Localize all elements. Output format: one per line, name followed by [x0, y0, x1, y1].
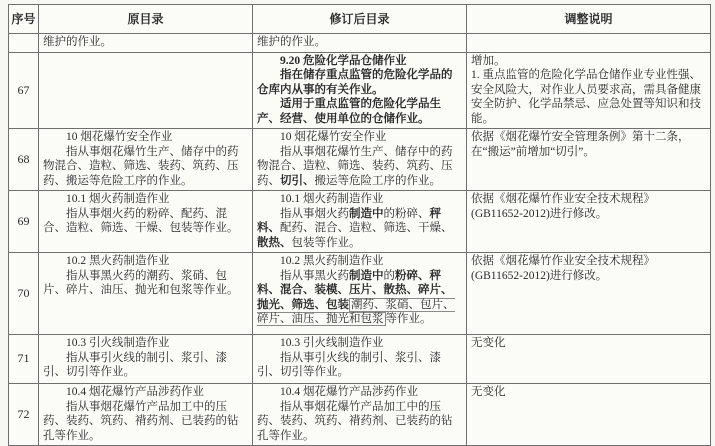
text-segment: 指从事烟花爆竹产品加工中的压药、装药、筑药、褙药剂、已装药的钻孔等作业。: [257, 400, 453, 442]
paragraph: [43, 254, 248, 269]
paragraph: [257, 68, 462, 97]
text-segment: 10.1 烟火药制造作业: [280, 193, 384, 205]
table-body: [9, 34, 711, 446]
inserted-text: 散热、: [257, 236, 292, 249]
inserted-text: 制造中: [349, 269, 384, 282]
table-row: [9, 34, 711, 53]
original-catalog-cell: [39, 129, 253, 191]
revised-catalog-cell: [253, 34, 467, 53]
adjustment-note-cell: [467, 191, 711, 253]
text-segment: 的粉碎、: [383, 207, 430, 220]
inserted-text: 秤料、: [257, 207, 441, 234]
adjustment-note-cell: [467, 253, 711, 335]
paragraph: [257, 207, 462, 251]
paragraph: [43, 336, 248, 351]
catalog-comparison-table: [8, 4, 711, 446]
text-segment: 依据《烟花爆竹作业安全技术规程》(GB11652-2012)进行修改。: [471, 255, 655, 282]
original-catalog-cell: [39, 52, 253, 129]
text-segment: 指从事黑火药的潮药、浆硝、包片、碎片、油压、抛光和包浆等作业。: [43, 269, 239, 296]
paragraph: [257, 145, 462, 189]
paragraph: [471, 254, 706, 283]
column-header-original: 原目录: [39, 5, 253, 34]
text-segment: 10.3 引火线制造作业: [66, 337, 170, 349]
paragraph: [43, 269, 248, 298]
text-segment: 依据《烟花爆竹安全管理条例》第十二条，在“搬运”前增加“切引”。: [471, 131, 690, 158]
paragraph: [257, 254, 462, 269]
row-number-cell: 70: [9, 253, 39, 335]
column-header-revised: 修订后目录: [253, 5, 467, 34]
original-catalog-cell: [39, 335, 253, 384]
inserted-text: 适用于重点监管的危险化学品生产、经营、使用单位的仓储作业。: [257, 98, 441, 125]
table-row: [9, 335, 711, 384]
text-segment: 指从事烟花爆竹生产、储存中的药物混合、造粒、筛选、装药、筑药、压药、搬运等危险工序的作业。: [43, 145, 239, 187]
adjustment-note-cell: [467, 384, 711, 446]
row-number-cell: 68: [9, 129, 39, 191]
text-segment: 指从事烟花爆竹生产、储存中的药物混合、造粒、筛选、装药、筑药、压药、: [257, 145, 453, 187]
original-catalog-cell: [39, 384, 253, 446]
paragraph: [257, 130, 462, 145]
text-segment: 包装等作业。: [291, 236, 361, 249]
original-catalog-cell: [39, 253, 253, 335]
revised-catalog-cell: [253, 129, 467, 191]
adjustment-note-cell: [467, 335, 711, 384]
paragraph: [43, 35, 248, 50]
row-number-cell: 72: [9, 384, 39, 446]
text-segment: 等作业。: [385, 313, 432, 325]
row-number-cell: [9, 34, 39, 53]
table-row: [9, 253, 711, 335]
paragraph: [43, 207, 248, 236]
paragraph: [471, 54, 706, 69]
paragraph: [257, 54, 462, 69]
paragraph: [43, 192, 248, 207]
text-segment: 10.4 烟花爆竹产品涉药作业: [280, 386, 418, 398]
revised-catalog-cell: [253, 52, 467, 129]
paragraph: [43, 130, 248, 145]
text-segment: 无变化: [471, 337, 506, 349]
paragraph: [257, 351, 462, 380]
text-segment: 10.2 黑火药制造作业: [66, 255, 170, 267]
text-segment: 指从事烟火药的粉碎、配药、混合、造粒、筛选、干燥、包装等作业。: [43, 207, 239, 234]
revised-catalog-cell: [253, 384, 467, 446]
revised-catalog-cell: [253, 253, 467, 335]
paragraph: [43, 385, 248, 400]
text-segment: 10 烟花爆竹安全作业: [66, 131, 173, 143]
text-segment: 指从事黑火药: [280, 269, 349, 282]
text-segment: 10.3 引火线制造作业: [280, 337, 384, 349]
paragraph: [471, 130, 706, 159]
table-row: [9, 52, 711, 129]
column-header-seq: 序号: [9, 5, 39, 34]
text-segment: 1. 重点监管的危险化学品仓储作业专业性强、安全风险大，对作业人员要求高，需具备健康安全防护、化学品禁忌、应急处置等知识和技能。: [471, 69, 701, 125]
paragraph: [471, 192, 706, 221]
original-catalog-cell: [39, 34, 253, 53]
deleted-text-box: 潮药、浆硝、包片、碎片、油压、抛光和包浆: [257, 298, 455, 325]
text-segment: 无变化: [471, 386, 506, 398]
table-row: [9, 191, 711, 253]
text-segment: 配药、混合、造粒、筛选、干燥、: [280, 222, 453, 234]
inserted-text: 指在储存重点监管的危险化学品的仓库内从事的有关作业。: [257, 69, 453, 96]
text-segment: 指从事引火线的制引、浆引、漆引、切引等作业。: [43, 351, 227, 378]
text-segment: 指从事引火线的制引、浆引、漆引、切引等作业。: [257, 351, 441, 378]
inserted-text: 切引、: [280, 174, 315, 187]
paragraph: [257, 269, 462, 327]
text-segment: 维护的作业。: [257, 36, 326, 48]
inserted-text: 9.20 危险化学品仓储作业: [280, 54, 407, 67]
header-row: [9, 5, 711, 34]
paragraph: [43, 145, 248, 189]
paragraph: [257, 97, 462, 126]
text-segment: 维护的作业。: [43, 36, 112, 48]
inserted-text: 制造中: [349, 207, 384, 220]
paragraph: [471, 336, 706, 351]
row-number-cell: 71: [9, 335, 39, 384]
adjustment-note-cell: [467, 52, 711, 129]
revised-catalog-cell: [253, 191, 467, 253]
text-segment: 10 烟花爆竹安全作业: [280, 131, 387, 143]
column-header-note: 调整说明: [467, 5, 711, 34]
paragraph: [257, 192, 462, 207]
adjustment-note-cell: [467, 34, 711, 53]
original-catalog-cell: [39, 191, 253, 253]
text-segment: 增加。: [471, 54, 506, 67]
paragraph: [471, 68, 706, 126]
text-segment: 10.4 烟花爆竹产品涉药作业: [66, 386, 204, 398]
paragraph: [43, 351, 248, 380]
text-segment: 的: [383, 269, 395, 282]
text-segment: 指从事烟火药: [280, 207, 349, 220]
row-number-cell: 67: [9, 52, 39, 129]
paragraph: [257, 35, 462, 50]
paragraph: [43, 400, 248, 444]
table-row: [9, 129, 711, 191]
revised-catalog-cell: [253, 335, 467, 384]
paragraph: [257, 400, 462, 444]
table-row: [9, 384, 711, 446]
inserted-text: 粉碎、秤料、混合、装模、压片、散热、碎片、抛光、筛选、包装: [257, 269, 453, 311]
adjustment-note-cell: [467, 129, 711, 191]
paragraph: [257, 385, 462, 400]
text-segment: 10.2 黑火药制造作业: [280, 255, 384, 267]
text-segment: 指从事烟花爆竹产品加工中的压药、装药、筑药、褙药剂、已装药的钻孔等作业。: [43, 400, 239, 442]
paragraph: [471, 385, 706, 400]
text-segment: 搬运等危险工序的作业。: [314, 174, 441, 187]
paragraph: [257, 336, 462, 351]
row-number-cell: 69: [9, 191, 39, 253]
text-segment: 依据《烟花爆竹作业安全技术规程》(GB11652-2012)进行修改。: [471, 193, 655, 220]
text-segment: 10.1 烟火药制造作业: [66, 193, 170, 205]
